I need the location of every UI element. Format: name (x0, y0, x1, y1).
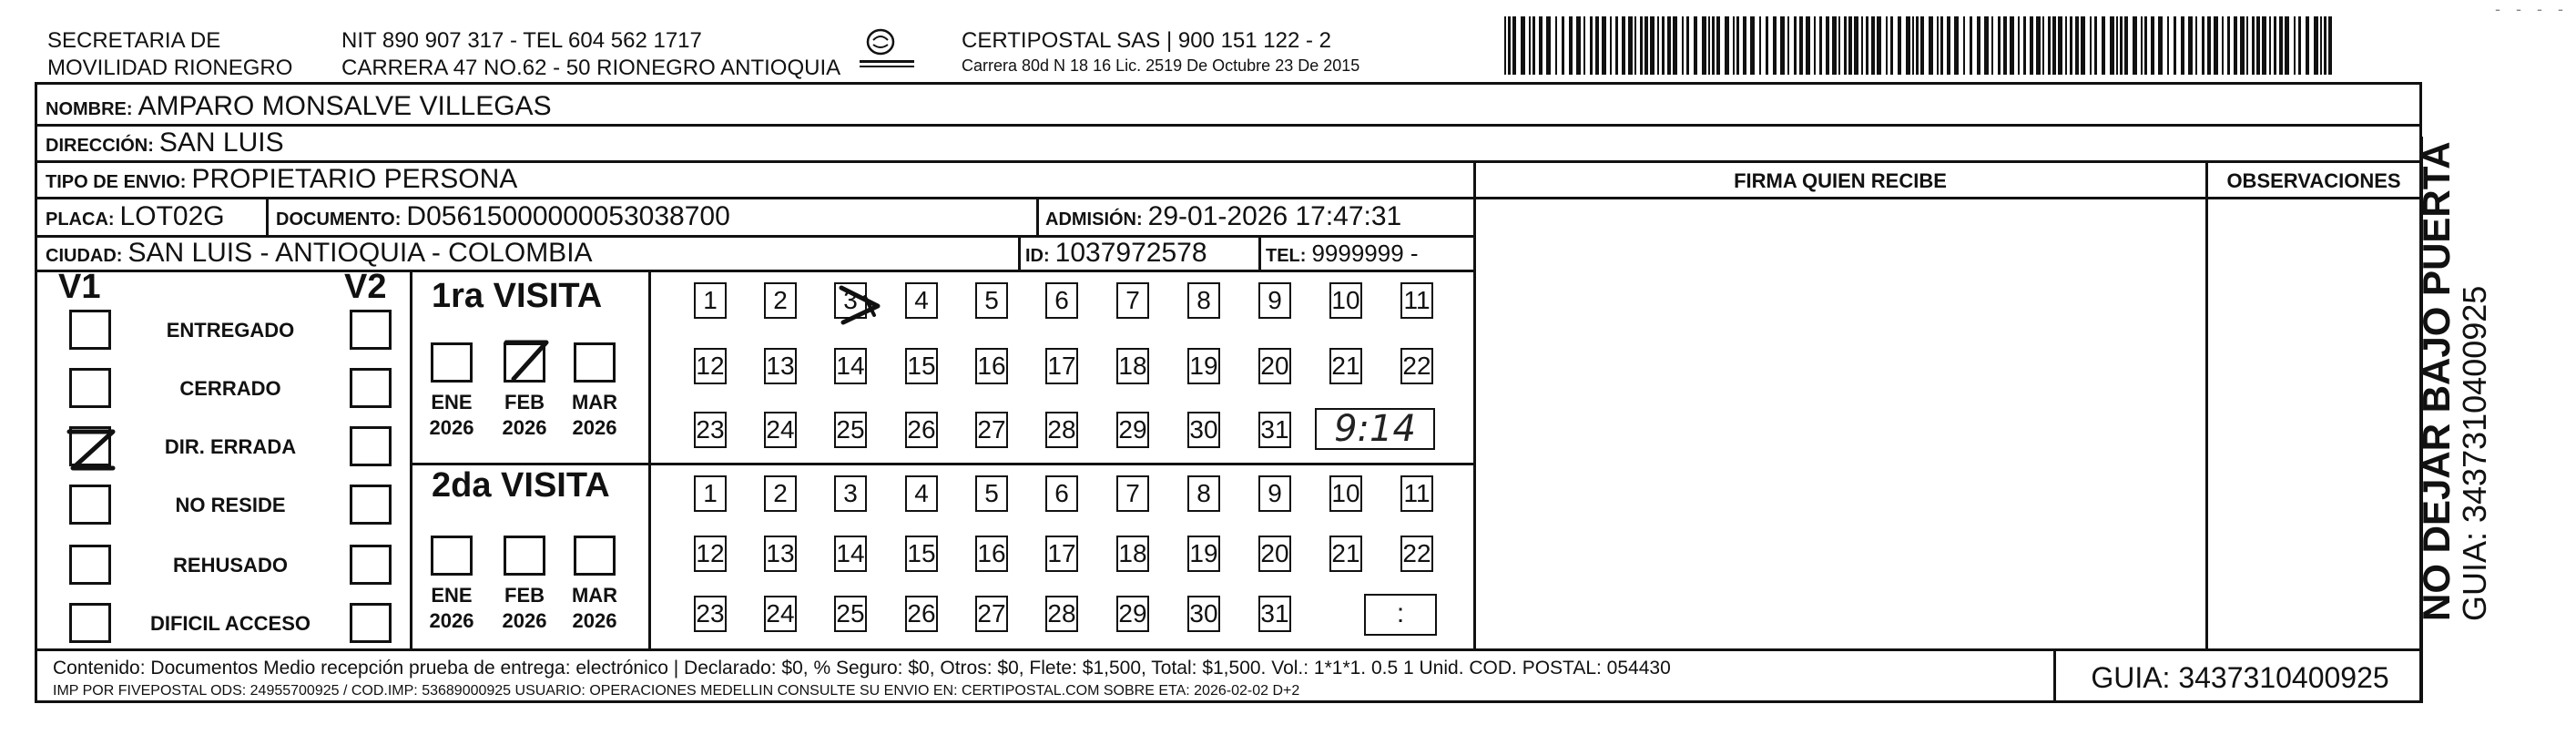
v2-no-reside-checkbox[interactable] (350, 485, 392, 525)
courier-info (962, 27, 1359, 77)
second-visit-title: 2da VISITA (432, 466, 610, 505)
first-visit-day-9[interactable]: 9 (1258, 282, 1291, 319)
status-dir-errada: DIR. ERRADA (164, 435, 297, 458)
courier-line-2: Carrera 80d N 18 16 Lic. 2519 De Octubre 23 De 2015 (962, 56, 1360, 75)
first-visit-day-30[interactable]: 30 (1187, 412, 1220, 448)
first-visit-day-20[interactable]: 20 (1258, 348, 1291, 384)
id-label: ID: (1025, 246, 1050, 266)
status-rehusado: REHUSADO (173, 554, 288, 577)
first-visit-title: 1ra VISITA (432, 277, 603, 315)
vline-firma (1473, 160, 1476, 648)
first-visit-day-18[interactable]: 18 (1116, 348, 1149, 384)
first-visit-day-1[interactable]: 1 (694, 282, 727, 319)
second-visit-day-14[interactable]: 14 (834, 536, 867, 572)
first-visit-day-13[interactable]: 13 (764, 348, 797, 384)
second-visit-day-11[interactable]: 11 (1400, 475, 1433, 512)
footer-content-line: Contenido: Documentos Medio recepción prueba de entrega: electrónico | Declarado: $0, % Seguro: $0, Otros: $0, Flete: $1,500, Total: $1,500. Vol.: 1*1*1. 0.5 1 Unid. COD. POSTAL: 054430 (53, 658, 1671, 679)
first-visit-day-7[interactable]: 7 (1116, 282, 1149, 319)
documento-value: D05615000000053038700 (406, 201, 730, 231)
v1-cerrado-checkbox[interactable] (69, 368, 111, 408)
second-visit-mar-label: MAR 2026 (571, 584, 618, 632)
tipo-envio-value: PROPIETARIO PERSONA (191, 164, 518, 194)
second-visit-day-23[interactable]: 23 (694, 596, 727, 632)
vline-footer-guia (2053, 648, 2056, 703)
second-visit-day-16[interactable]: 16 (975, 536, 1008, 572)
placa-label: PLACA: (46, 209, 115, 230)
direccion-label: DIRECCIÓN: (46, 136, 154, 156)
first-visit-day-26[interactable]: 26 (905, 412, 938, 448)
first-visit-feb-checkbox[interactable] (504, 342, 545, 383)
rule-2 (35, 160, 2422, 163)
courier-line-1: CERTIPOSTAL SAS | 900 151 122 - 2 (962, 28, 1331, 53)
rule-1 (35, 124, 2422, 127)
direccion-row (46, 128, 284, 158)
v1-dificil-acceso-checkbox[interactable] (69, 603, 111, 643)
placa-row (46, 201, 225, 232)
entity-name (47, 27, 292, 82)
second-visit-feb-checkbox[interactable] (504, 536, 545, 576)
second-visit-mar-checkbox[interactable] (574, 536, 616, 576)
nombre-label: NOMBRE: (46, 99, 133, 119)
second-visit-day-7[interactable]: 7 (1116, 475, 1149, 512)
first-visit-ene-label: ENE 2026 (429, 391, 474, 439)
second-visit-ene-label: ENE 2026 (429, 584, 474, 632)
v1-entregado-checkbox[interactable] (69, 310, 111, 350)
second-visit-day-12[interactable]: 12 (694, 536, 727, 572)
second-visit-day-8[interactable]: 8 (1187, 475, 1220, 512)
second-visit-ene-checkbox[interactable] (431, 536, 473, 576)
second-visit-day-10[interactable]: 10 (1329, 475, 1362, 512)
vline-id (1018, 235, 1021, 270)
second-visit-day-24[interactable]: 24 (764, 596, 797, 632)
admision-row (1045, 201, 1401, 232)
tipo-envio-row (46, 164, 517, 195)
first-visit-mar-label: MAR 2026 (571, 391, 618, 439)
v2-dir-errada-checkbox[interactable] (350, 426, 392, 466)
address-line: CARRERA 47 NO.62 - 50 RIONEGRO ANTIOQUIA (341, 56, 841, 80)
side-guia: GUIA: 3437310400925 (2456, 285, 2493, 621)
first-visit-day-16[interactable]: 16 (975, 348, 1008, 384)
v1-rehusado-checkbox[interactable] (69, 545, 111, 585)
second-visit-day-25[interactable]: 25 (834, 596, 867, 632)
tel-label: TEL: (1266, 246, 1307, 266)
status-cerrado: CERRADO (179, 377, 281, 400)
observaciones-header: OBSERVACIONES (2226, 169, 2401, 192)
admision-value: 29-01-2026 17:47:31 (1147, 201, 1402, 231)
status-entregado: ENTREGADO (166, 319, 295, 342)
v1-no-reside-checkbox[interactable] (69, 485, 111, 525)
tel-row (1266, 240, 1419, 268)
first-visit-day-8[interactable]: 8 (1187, 282, 1220, 319)
first-visit-day-19[interactable]: 19 (1187, 348, 1220, 384)
second-visit-day-31[interactable]: 31 (1258, 596, 1291, 632)
first-visit-day-27[interactable]: 27 (975, 412, 1008, 448)
rule-footer (35, 648, 2422, 651)
second-visit-day-3[interactable]: 3 (834, 475, 867, 512)
placa-value: LOT02G (119, 201, 225, 231)
ciudad-row (46, 238, 593, 269)
first-visit-day-6[interactable]: 6 (1045, 282, 1078, 319)
vline-admision (1036, 197, 1039, 235)
vline-status (410, 270, 412, 648)
no-dejar-bajo-puerta: NO DEJAR BAJO PUERTA (2415, 141, 2458, 621)
second-visit-day-18[interactable]: 18 (1116, 536, 1149, 572)
first-visit-day-5[interactable]: 5 (975, 282, 1008, 319)
status-no-reside: NO RESIDE (175, 494, 286, 516)
first-visit-day-21[interactable]: 21 (1329, 348, 1362, 384)
documento-label: DOCUMENTO: (276, 209, 402, 230)
first-visit-time-box[interactable] (1315, 408, 1435, 450)
second-visit-day-28[interactable]: 28 (1045, 596, 1078, 632)
rule-visits (410, 463, 1473, 465)
second-visit-time-box[interactable]: : (1364, 594, 1437, 636)
first-visit-day-10[interactable]: 10 (1329, 282, 1362, 319)
first-visit-day-11[interactable]: 11 (1400, 282, 1433, 319)
footer-guia: GUIA: 3437310400925 (2091, 661, 2389, 694)
first-visit-day-23[interactable]: 23 (694, 412, 727, 448)
documento-row (276, 201, 730, 232)
v2-rehusado-checkbox[interactable] (350, 545, 392, 585)
second-visit-day-20[interactable]: 20 (1258, 536, 1291, 572)
second-visit-day-26[interactable]: 26 (905, 596, 938, 632)
firma-header: FIRMA QUIEN RECIBE (1734, 169, 1947, 192)
ciudad-value: SAN LUIS - ANTIOQUIA - COLOMBIA (127, 238, 593, 268)
direccion-value: SAN LUIS (158, 128, 284, 158)
corner-dashes: - - - - (2495, 0, 2569, 18)
second-visit-day-15[interactable]: 15 (905, 536, 938, 572)
first-visit-day-22[interactable]: 22 (1400, 348, 1433, 384)
second-visit-day-1[interactable]: 1 (694, 475, 727, 512)
entity-line-2: MOVILIDAD RIONEGRO (47, 56, 293, 80)
first-visit-ene-checkbox[interactable] (431, 342, 473, 383)
first-visit-day-31[interactable]: 31 (1258, 412, 1291, 448)
second-visit-day-6[interactable]: 6 (1045, 475, 1078, 512)
vline-placa (266, 197, 269, 235)
entity-contact (341, 27, 840, 82)
first-visit-day-3[interactable]: 3 (834, 282, 867, 319)
v2-label: V2 (344, 268, 387, 306)
ciudad-label: CIUDAD: (46, 246, 123, 266)
second-visit-day-29[interactable]: 29 (1116, 596, 1149, 632)
v2-dificil-acceso-checkbox[interactable] (350, 603, 392, 643)
first-visit-day-15[interactable]: 15 (905, 348, 938, 384)
second-visit-day-30[interactable]: 30 (1187, 596, 1220, 632)
first-visit-feb-label: FEB 2026 (502, 391, 547, 439)
vline-obs (2205, 160, 2208, 648)
nit-line: NIT 890 907 317 - TEL 604 562 1717 (341, 28, 702, 53)
first-visit-day-17[interactable]: 17 (1045, 348, 1078, 384)
first-visit-day-4[interactable]: 4 (905, 282, 938, 319)
vline-tel (1258, 235, 1261, 270)
second-visit-day-17[interactable]: 17 (1045, 536, 1078, 572)
second-visit-day-13[interactable]: 13 (764, 536, 797, 572)
rule-3 (35, 197, 1473, 199)
rule-5 (35, 270, 1473, 272)
vline-months (648, 270, 651, 648)
status-dificil-acceso: DIFICIL ACCESO (149, 612, 311, 635)
second-visit-day-27[interactable]: 27 (975, 596, 1008, 632)
side-text (2417, 111, 2493, 621)
first-visit-day-25[interactable]: 25 (834, 412, 867, 448)
first-visit-day-28[interactable]: 28 (1045, 412, 1078, 448)
nombre-row (46, 91, 552, 122)
first-visit-day-12[interactable]: 12 (694, 348, 727, 384)
entity-line-1: SECRETARIA DE (47, 28, 221, 53)
second-visit-day-9[interactable]: 9 (1258, 475, 1291, 512)
id-value: 1037972578 (1054, 238, 1207, 268)
second-visit-day-4[interactable]: 4 (905, 475, 938, 512)
first-visit-mar-checkbox[interactable] (574, 342, 616, 383)
rule-col-heads (1473, 197, 2422, 199)
second-visit-day-22[interactable]: 22 (1400, 536, 1433, 572)
second-visit-day-19[interactable]: 19 (1187, 536, 1220, 572)
id-row (1025, 238, 1207, 269)
footer-print-line: IMP POR FIVEPOSTAL ODS: 24955700925 / COD.IMP: 53689000925 USUARIO: OPERACIONES MEDELLIN CONSULTE SU ENVIO EN: CERTIPOSTAL.COM SOBRE ETA: 2026-02-02 D+2 (53, 683, 1300, 699)
svg-text:9:14: 9:14 (1334, 408, 1416, 450)
second-visit-feb-label: FEB 2026 (502, 584, 547, 632)
first-visit-day-24[interactable]: 24 (764, 412, 797, 448)
v1-dir-errada-checkbox[interactable] (69, 426, 111, 466)
first-visit-day-14[interactable]: 14 (834, 348, 867, 384)
tipo-envio-label: TIPO DE ENVIO: (46, 172, 187, 192)
first-visit-day-29[interactable]: 29 (1116, 412, 1149, 448)
first-visit-day-2[interactable]: 2 (764, 282, 797, 319)
second-visit-day-21[interactable]: 21 (1329, 536, 1362, 572)
second-visit-day-5[interactable]: 5 (975, 475, 1008, 512)
tel-value: 9999999 - (1311, 240, 1419, 267)
v1-label: V1 (58, 268, 101, 306)
admision-label: ADMISIÓN: (1045, 209, 1143, 230)
certipostal-logo-icon (858, 26, 918, 77)
v2-entregado-checkbox[interactable] (350, 310, 392, 350)
v2-cerrado-checkbox[interactable] (350, 368, 392, 408)
second-visit-day-2[interactable]: 2 (764, 475, 797, 512)
nombre-value: AMPARO MONSALVE VILLEGAS (137, 91, 552, 121)
barcode-image (1504, 16, 2337, 75)
